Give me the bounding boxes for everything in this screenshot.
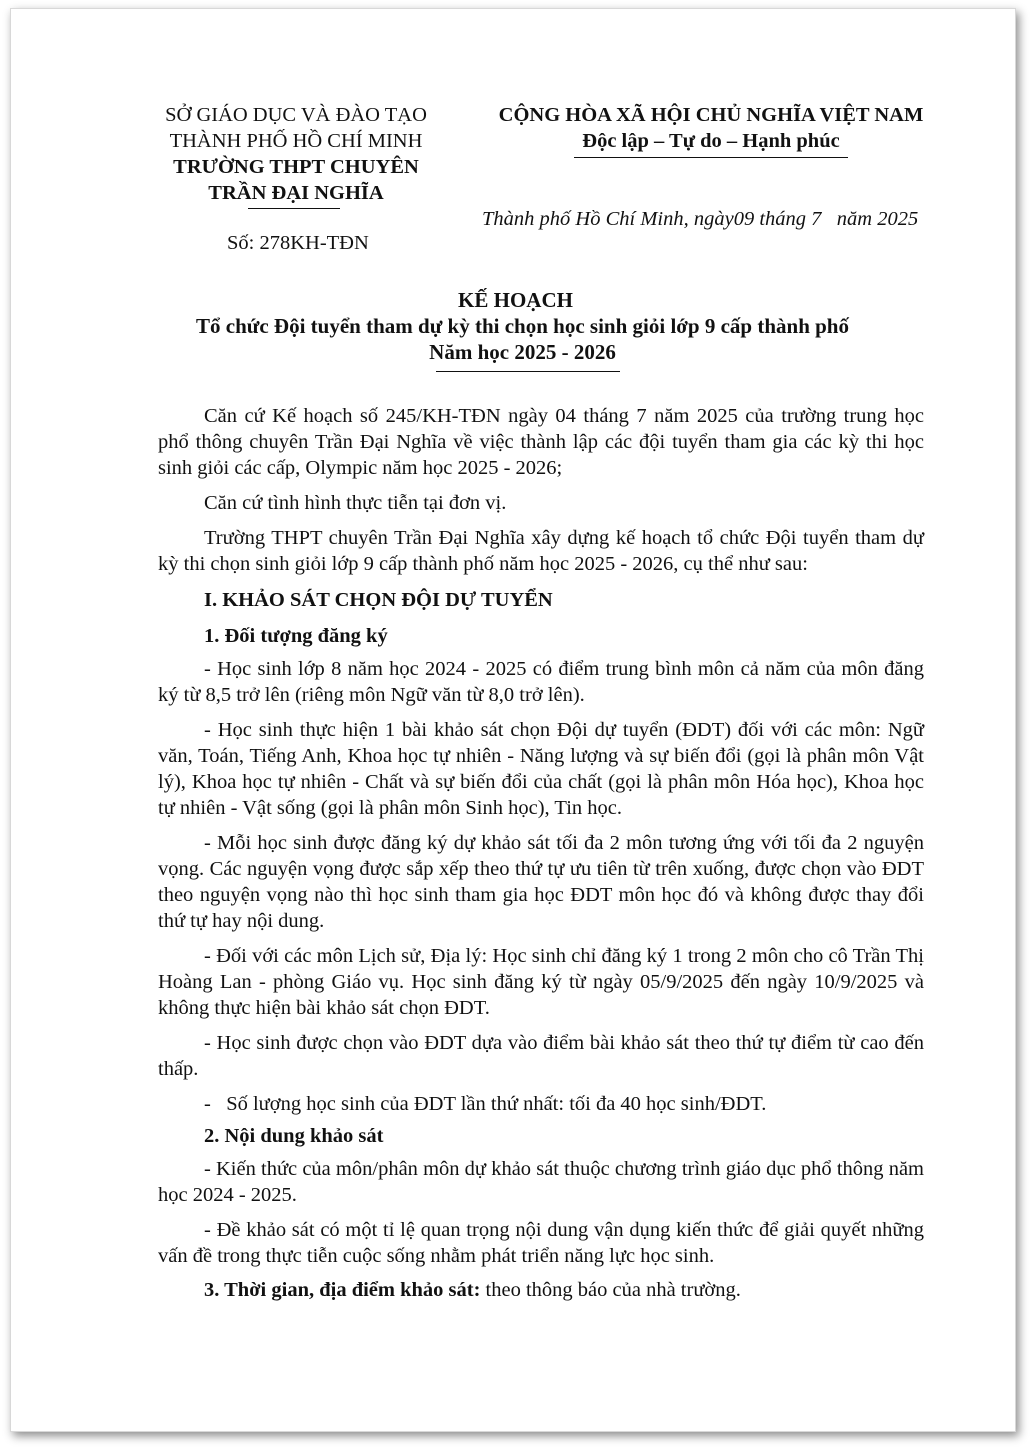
eligibility-list xyxy=(158,656,924,1117)
place-date xyxy=(482,206,918,232)
date-month-word: tháng xyxy=(759,208,807,230)
motto-underline xyxy=(574,157,848,158)
list-item: - Mỗi học sinh được đăng ký dự khảo sát tối đa 2 môn tương ứng với tối đa 2 nguyện vọng. Các nguyện vọng được sắp xếp theo thứ tự ưu tiên từ trên xuống, được chọn vào ĐDT theo nguyện vọng nào thì học sinh tham gia học ĐDT môn học đó và không được thay đổi thứ tự hay nội dung. xyxy=(158,832,924,932)
org-line-department: SỞ GIÁO DỤC VÀ ĐÀO TẠO xyxy=(165,104,427,126)
subsection-heading-schedule: 3. Thời gian, địa điểm khảo sát: xyxy=(204,1279,481,1301)
place-date-prefix: Thành phố Hồ Chí Minh, ngày xyxy=(482,208,734,230)
org-underline xyxy=(248,208,340,209)
list-item: - Học sinh lớp 8 năm học 2024 - 2025 có điểm trung bình môn cả năm của môn đăng ký từ 8,5 trở lên (riêng môn Ngữ văn từ 8,0 trở lên). xyxy=(158,658,924,706)
schedule-text: theo thông báo của nhà trường. xyxy=(480,1279,741,1301)
title-plan: KẾ HOẠCH xyxy=(458,288,573,312)
title-underline xyxy=(436,371,620,372)
title-school-year: Năm học 2025 - 2026 xyxy=(429,340,616,364)
subsection-heading-content: 2. Nội dung khảo sát xyxy=(204,1125,384,1147)
nation-line-1: CỘNG HÒA XÃ HỘI CHỦ NGHĨA VIỆT NAM xyxy=(498,104,924,126)
org-line-school-type: TRƯỜNG THPT CHUYÊN xyxy=(173,156,419,178)
section-heading: I. KHẢO SÁT CHỌN ĐỘI DỰ TUYỂN xyxy=(204,589,553,611)
title-subject: Tổ chức Đội tuyển tham dự kỳ thi chọn học sinh giỏi lớp 9 cấp thành phố xyxy=(196,314,849,338)
list-item: - Kiến thức của môn/phân môn dự khảo sát thuộc chương trình giáo dục phổ thông năm học 2024 - 2025. xyxy=(158,1158,924,1206)
document-number: Số: 278KH-TĐN xyxy=(227,232,369,254)
subsection-heading-eligibility: 1. Đối tượng đăng ký xyxy=(204,625,388,647)
date-month: 7 xyxy=(811,208,822,230)
list-item: - Đề khảo sát có một tỉ lệ quan trọng nội dung vận dụng kiến thức để giải quyết những vấn đề trong thực tiễn cuộc sống nhằm phát triển năng lực học sinh. xyxy=(158,1219,924,1267)
org-line-school-name: TRẦN ĐẠI NGHĨA xyxy=(208,182,384,204)
list-item: - Đối với các môn Lịch sử, Địa lý: Học sinh chỉ đăng ký 1 trong 2 môn cho cô Trần Thị Hoàng Lan - phòng Giáo vụ. Học sinh đăng ký từ ngày 05/9/2025 đến ngày 10/9/2025 và không thực hiện bài khảo sát chọn ĐDT. xyxy=(158,945,924,1019)
nation-line-2: Độc lập – Tự do – Hạnh phúc xyxy=(582,130,840,152)
schedule-line xyxy=(204,1277,741,1303)
date-year: năm 2025 xyxy=(836,208,919,230)
content-list xyxy=(158,1156,924,1269)
document-title xyxy=(0,287,1031,365)
list-item: - Học sinh thực hiện 1 bài khảo sát chọn Đội dự tuyển (ĐDT) đối với các môn: Ngữ văn, Toán, Tiếng Anh, Khoa học tự nhiên - Năng lượng và sự biến đổi (gọi là phân môn Vật lý), Khoa học tự nhiên - Chất và sự biến đổi của chất (gọi là phân môn Hóa học), Khoa học tự nhiên - Vật sống (gọi là phân môn Sinh học), Tin học. xyxy=(158,719,924,819)
preamble-basis-situation: Căn cứ tình hình thực tiễn tại đơn vị. xyxy=(204,492,507,514)
preamble xyxy=(158,403,924,577)
preamble-basis-plan: Căn cứ Kế hoạch số 245/KH-TĐN ngày 04 tháng 7 năm 2025 của trường trung học phổ thông chuyên Trần Đại Nghĩa về việc thành lập các đội tuyển tham gia các kỳ thi học sinh giỏi các cấp, Olympic năm học 2025 - 2026; xyxy=(158,405,924,479)
org-line-city: THÀNH PHỐ HỒ CHÍ MINH xyxy=(169,130,423,152)
issuing-organization xyxy=(148,102,444,206)
list-item: - Số lượng học sinh của ĐDT lần thứ nhất: tối đa 40 học sinh/ĐDT. xyxy=(204,1093,767,1115)
list-item: - Học sinh được chọn vào ĐDT dựa vào điểm bài khảo sát theo thứ tự điểm từ cao đến thấp. xyxy=(158,1032,924,1080)
date-day: 09 xyxy=(733,208,755,230)
preamble-intro: Trường THPT chuyên Trần Đại Nghĩa xây dựng kế hoạch tổ chức Đội tuyển tham dự kỳ thi chọn sinh giỏi lớp 9 cấp thành phố năm học 2025 - 2026, cụ thể như sau: xyxy=(158,527,924,575)
national-motto xyxy=(472,102,950,154)
